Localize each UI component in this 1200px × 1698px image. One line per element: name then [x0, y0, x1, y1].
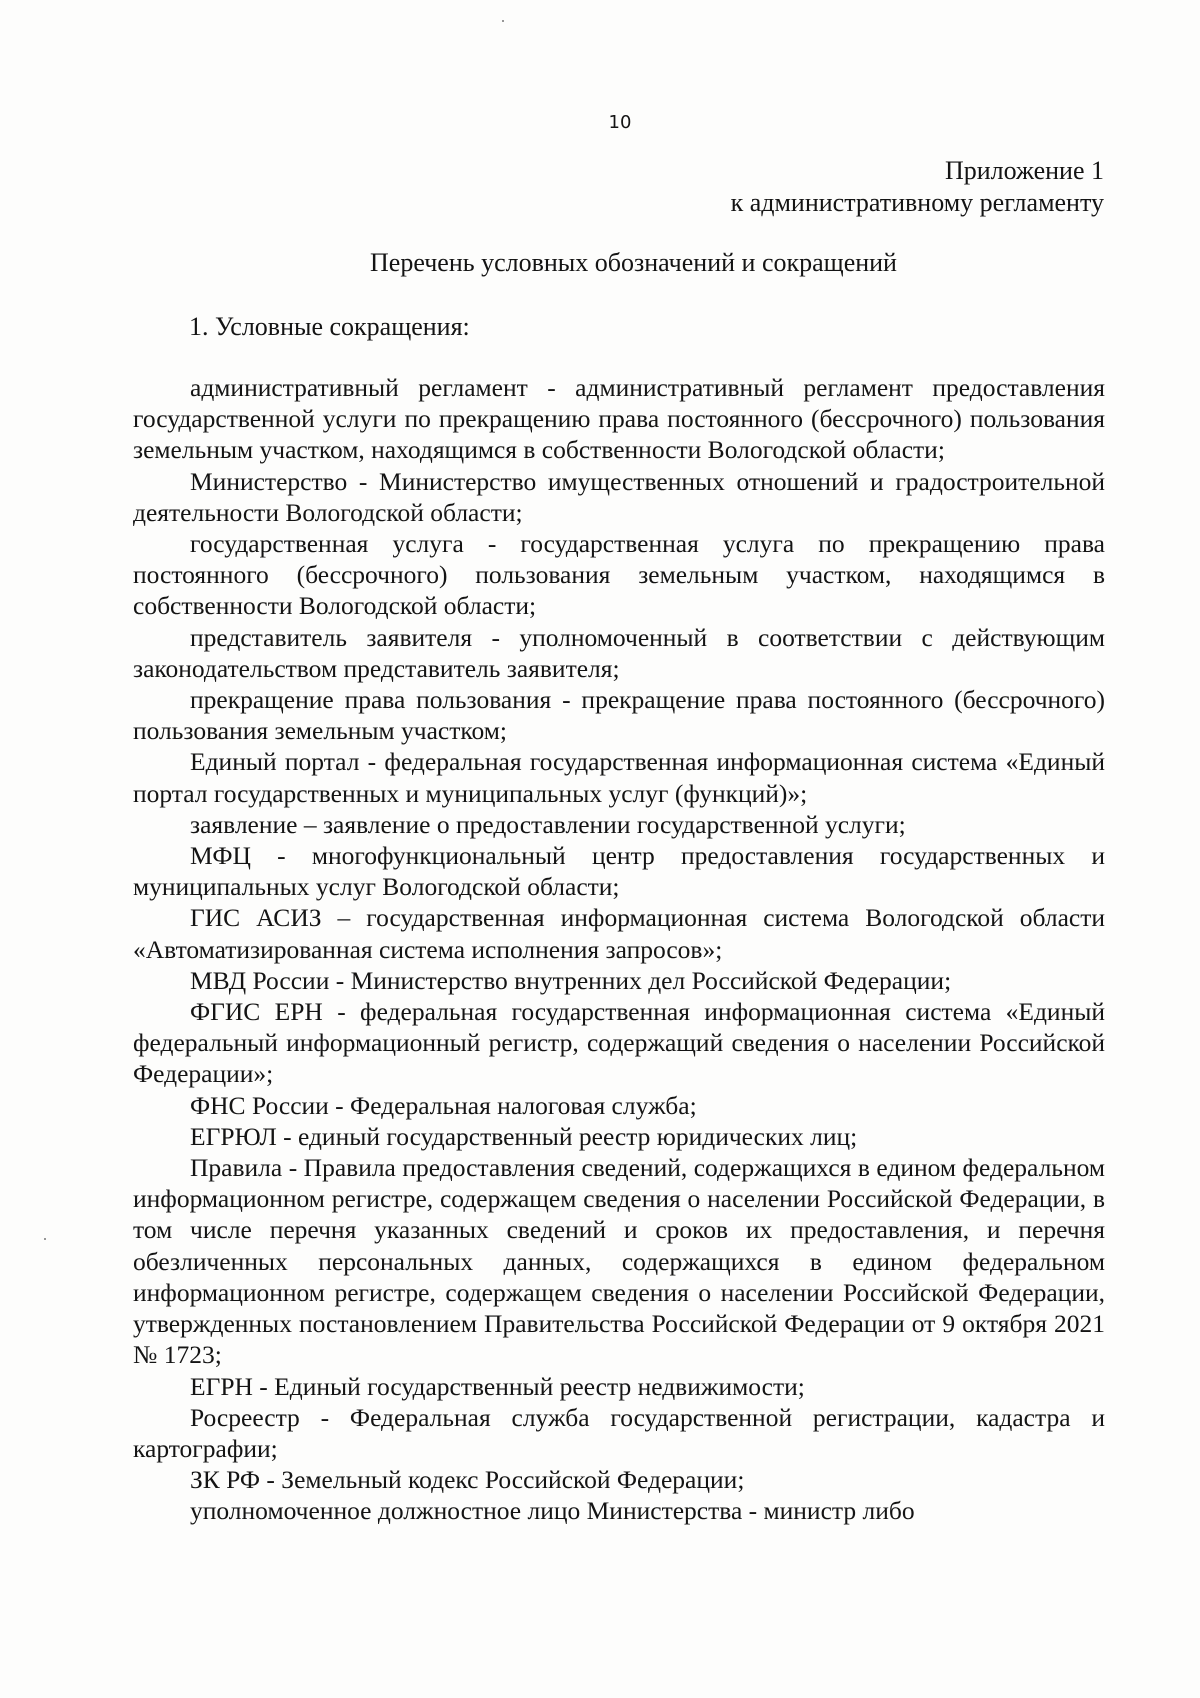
- abbreviation-entry: ФНС России - Федеральная налоговая служба;: [190, 1090, 697, 1120]
- abbreviation-entry: ГИС АСИЗ – государственная информационная система Вологодской области «Автоматизированная система исполнения запросов»;: [133, 903, 1105, 964]
- scan-speck: [44, 1238, 46, 1240]
- abbreviation-entry: Министерство - Министерство имущественных отношений и градостроительной деятельности Вологодской области;: [133, 466, 1105, 527]
- abbreviation-entry: прекращение права пользования - прекращение права постоянного (бессрочного) пользования земельным участком;: [133, 685, 1105, 746]
- abbreviation-entry: уполномоченное должностное лицо Министерства - министр либо: [190, 1496, 915, 1526]
- appendix-header: [731, 155, 1104, 219]
- abbreviation-entry: Единый портал - федеральная государственная информационная система «Единый портал государственных и муниципальных услуг (функций)»;: [133, 747, 1105, 808]
- abbreviation-entry: ЕГРЮЛ - единый государственный реестр юридических лиц;: [190, 1121, 858, 1151]
- abbreviation-entry: государственная услуга - государственная услуга по прекращению права постоянного (бессрочного) пользования земельным участком, находящимся в собственности Вологодской области;: [133, 529, 1105, 621]
- page-number: 10: [608, 112, 632, 133]
- abbreviation-entry: МФЦ - многофункциональный центр предоставления государственных и муниципальных услуг Вологодской области;: [133, 841, 1105, 902]
- abbreviation-entry: заявление – заявление о предоставлении государственной услуги;: [190, 809, 906, 839]
- abbreviation-entry: административный регламент - административный регламент предоставления государственной услуги по прекращению права постоянного (бессрочного) пользования земельным участком, находящимся в собственности Вологодской области;: [133, 373, 1105, 465]
- appendix-label: Приложение 1: [944, 156, 1104, 185]
- abbreviation-entry: ЗК РФ - Земельный кодекс Российской Федерации;: [190, 1465, 745, 1495]
- appendix-reference: к административному регламенту: [730, 188, 1104, 217]
- abbreviation-entry: Росреестр - Федеральная служба государственной регистрации, кадастра и картографии;: [133, 1402, 1105, 1463]
- abbreviation-entry: ЕГРН - Единый государственный реестр недвижимости;: [190, 1371, 805, 1401]
- abbreviation-entry: ФГИС ЕРН - федеральная государственная информационная система «Единый федеральный информационный регистр, содержащий сведения о населении Российской Федерации»;: [133, 997, 1105, 1089]
- abbreviation-entry: МВД России - Министерство внутренних дел Российской Федерации;: [190, 965, 952, 995]
- abbreviation-entry: Правила - Правила предоставления сведений, содержащихся в едином федеральном информационном регистре, содержащем сведения о населении Российской Федерации, в том числе перечня указанных сведений и сроков их предоставления, и перечня обезличенных персональных данных, содержащихся в едином федеральном информационном регистре, содержащем сведения о населении Российской Федерации, утвержденных постановлением Правительства Российской Федерации от 9 октября 2021 № 1723;: [133, 1153, 1105, 1370]
- document-title: Перечень условных обозначений и сокращений: [370, 248, 897, 277]
- section-heading: 1. Условные сокращения:: [189, 312, 470, 341]
- scan-speck: [502, 20, 504, 22]
- abbreviation-entry: представитель заявителя - уполномоченный в соответствии с действующим законодательством представитель заявителя;: [133, 622, 1105, 683]
- abbreviations-list: [133, 372, 1105, 1527]
